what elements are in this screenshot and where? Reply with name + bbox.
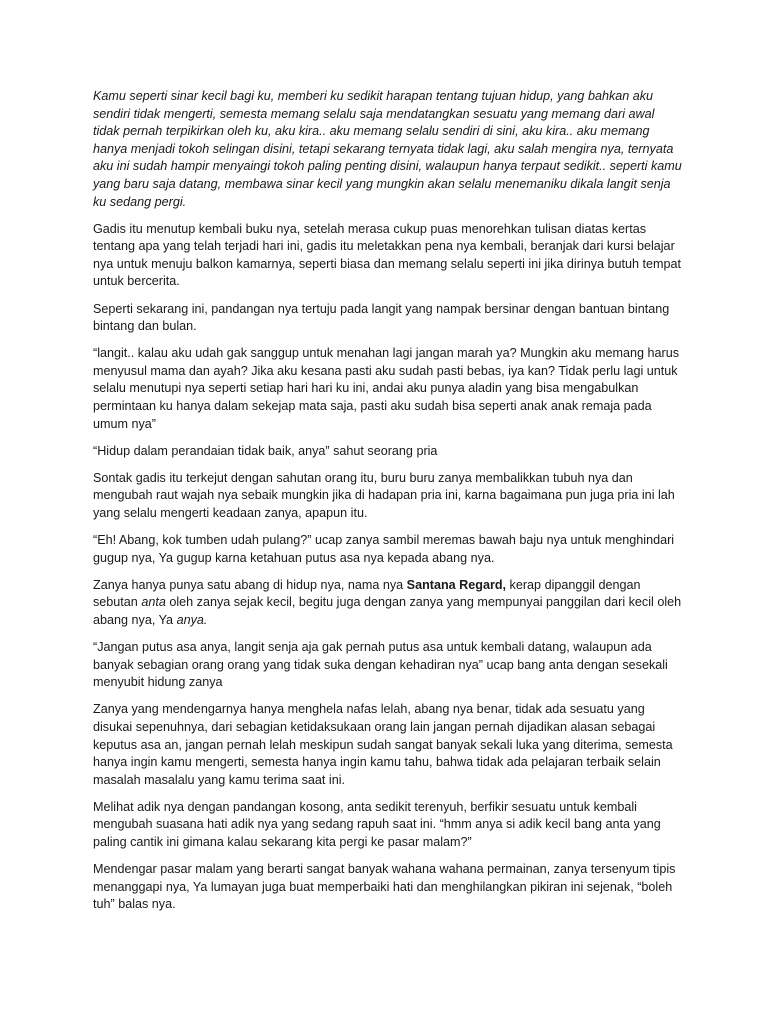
character-name: Santana Regard, [406, 577, 507, 592]
paragraph-6-text: Sontak gadis itu terkejut dengan sahutan orang itu, buru buru zanya membalikkan tubuh nya dan mengubah raut wajah nya sebaik mungkin jika di hadapan pria ini, karna bagaimana pun juga pria ini lah yang selalu mengerti keadaan zanya, apapun itu. [93, 470, 675, 520]
paragraph-4-text: “langit.. kalau aku udah gak sanggup untuk menahan lagi jangan marah ya? Mungkin aku memang harus menyusul mama dan ayah? Jika aku kesana pasti aku sudah pasti bebas, iya kan? Tidak perlu lagi untuk selalu menutupi nya seperti setiap hari hari ku ini, andai aku punya aladin yang bisa mengabulkan permintaan ku hanya dalam sekejap mata saja, pasti aku sudah bisa seperti anak anak remaja pada umum nya” [93, 346, 679, 431]
paragraph-3 [93, 301, 683, 336]
document-body [93, 88, 683, 923]
paragraph-9 [93, 639, 683, 692]
paragraph-12 [93, 861, 683, 914]
paragraph-11 [93, 799, 683, 852]
paragraph-2-text: Gadis itu menutup kembali buku nya, setelah merasa cukup puas menorehkan tulisan diatas kertas tentang apa yang telah terjadi hari ini, gadis itu meletakkan pena nya kembali, beranjak dari kursi belajar nya untuk menuju balkon kamarnya, seperti biasa dan memang selalu seperti ini jika dirinya butuh tempat untuk bercerita. [93, 221, 682, 289]
paragraph-5 [93, 443, 683, 461]
nickname-anya: anya. [176, 612, 208, 627]
paragraph-7 [93, 532, 683, 567]
paragraph-10 [93, 701, 683, 789]
paragraph-7-text: “Eh! Abang, kok tumben udah pulang?” ucap zanya sambil meremas bawah baju nya untuk menghindari gugup nya, Ya gugup karna ketahuan putus asa nya kepada abang nya. [93, 533, 675, 565]
paragraph-8-run-1: Zanya hanya punya satu abang di hidup nya, nama nya [93, 577, 407, 592]
paragraph-9-text: “Jangan putus asa anya, langit senja aja gak pernah putus asa untuk kembali datang, walaupun ada banyak sebagian orang orang yang tidak suka dengan kehadiran nya” ucap bang anta dengan sesekali menyubit hidung zanya [93, 640, 668, 690]
paragraph-6 [93, 470, 683, 523]
nickname-anta: anta [141, 595, 166, 610]
paragraph-5-text: “Hidup dalam perandaian tidak baik, anya” sahut seorang pria [93, 443, 438, 458]
paragraph-1 [93, 88, 683, 211]
paragraph-8 [93, 577, 683, 630]
paragraph-1-text: Kamu seperti sinar kecil bagi ku, memberi ku sedikit harapan tentang tujuan hidup, yang bahkan aku sendiri tidak mengerti, semesta memang selalu saja mendatangkan sesuatu yang memang dari awal tidak pernah terpikirkan oleh ku, aku kira.. aku memang selalu sendiri di sini, aku kira.. aku memang hanya menjadi tokoh selingan disini, tetapi sekarang ternyata tidak lagi, aku salah mengira nya, ternyata aku ini sudah hampir menyaingi tokoh paling penting disini, walaupun hanya terpaut sedikit.. seperti kamu yang baru saja datang, membawa sinar kecil yang mungkin akan selalu menemaniku dikala langit senja ku sedang pergi. [93, 89, 682, 209]
paragraph-12-text: Mendengar pasar malam yang berarti sangat banyak wahana wahana permainan, zanya tersenyum tipis menanggapi nya, Ya lumayan juga buat memperbaiki hati dan menghilangkan pikiran ini sejenak, “boleh tuh” balas nya. [93, 862, 676, 912]
paragraph-8-run-5: oleh zanya sejak kecil, begitu juga dengan zanya yang mempunyai panggilan dari kecil oleh abang nya, Ya [93, 595, 682, 627]
paragraph-10-text: Zanya yang mendengarnya hanya menghela nafas lelah, abang nya benar, tidak ada sesuatu yang disukai sepenuhnya, dari sebagian ketidaksukaan orang lain jangan pernah dijadikan alasan sebagai keputus asa an, jangan pernah lelah meskipun sudah sangat banyak sekali luka yang diterima, semesta hanya ingin kamu mengerti, semesta hanya ingin kamu tahu, bahwa tidak ada pelajaran terbaik selain masalah masalalu yang kamu terima saat ini. [93, 702, 673, 787]
paragraph-2 [93, 221, 683, 291]
paragraph-3-text: Seperti sekarang ini, pandangan nya tertuju pada langit yang nampak bersinar dengan bantuan bintang bintang dan bulan. [93, 301, 670, 334]
paragraph-11-text: Melihat adik nya dengan pandangan kosong, anta sedikit terenyuh, berfikir sesuatu untuk kembali mengubah suasana hati adik nya yang sedang rapuh saat ini. “hmm anya si adik kecil bang anta yang paling cantik ini gimana kalau sekarang kita pergi ke pasar malam?” [93, 799, 661, 849]
paragraph-4 [93, 345, 683, 433]
paragraph-8-run-3: kerap dipanggil dengan sebutan [93, 577, 641, 610]
